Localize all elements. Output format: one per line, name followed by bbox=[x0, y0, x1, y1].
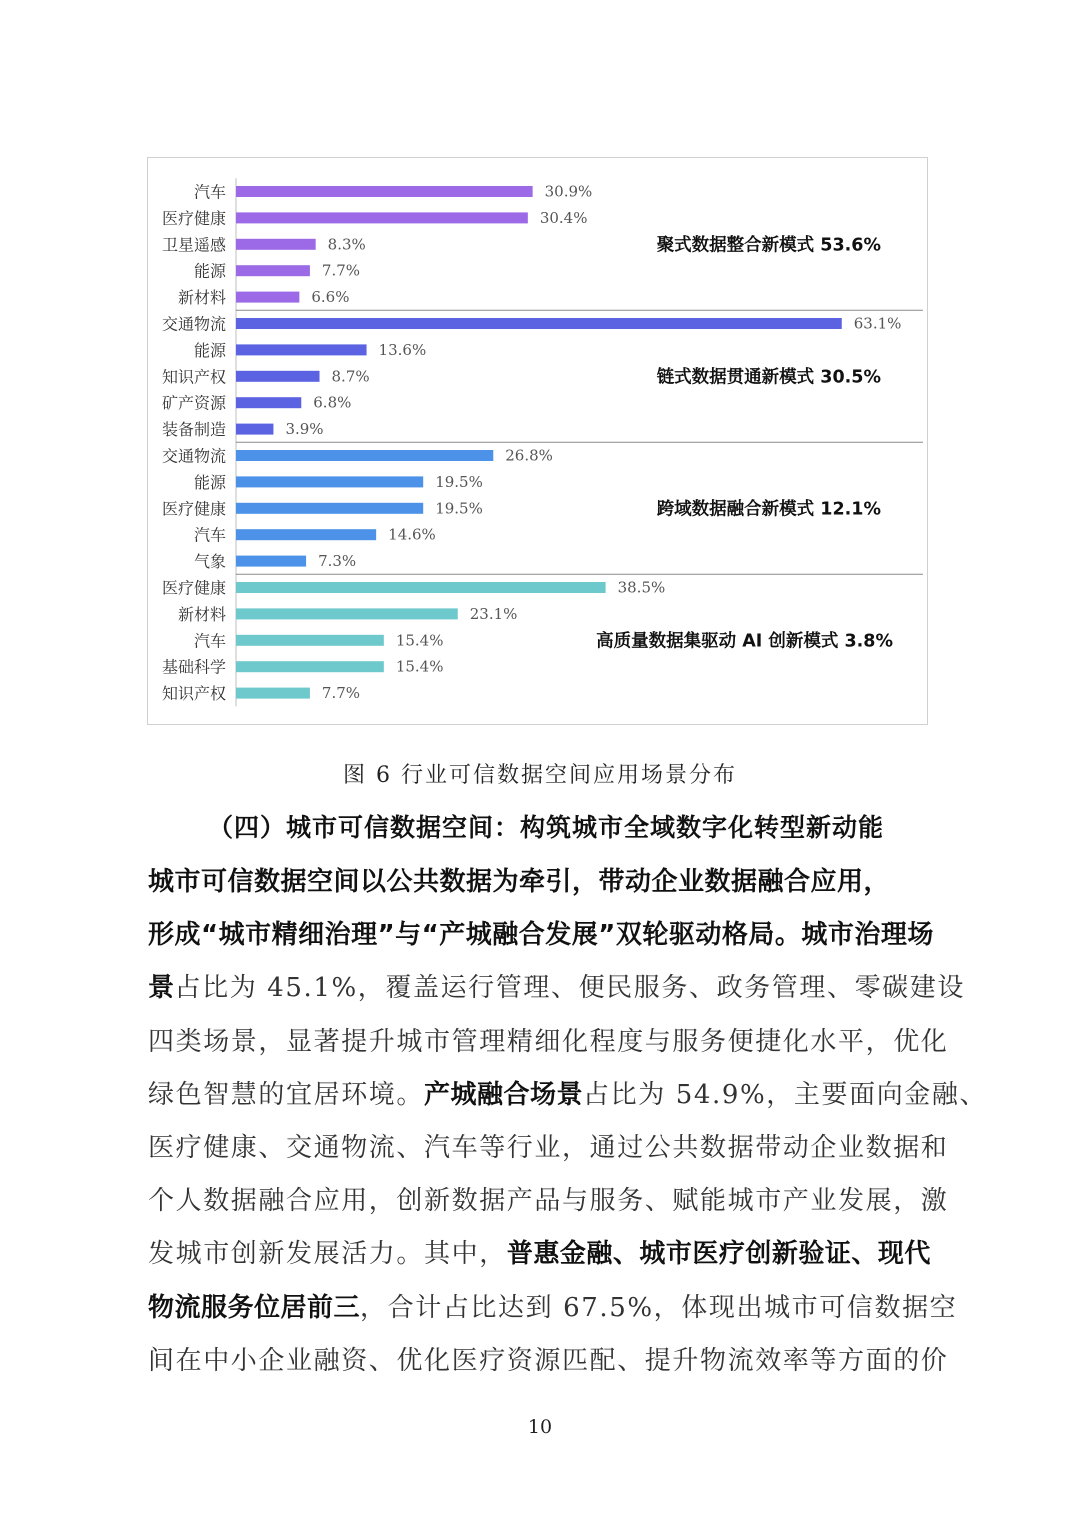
text-line bbox=[148, 1282, 958, 1335]
value-label: 26.8% bbox=[505, 446, 553, 465]
category-label: 卫星遥感 bbox=[161, 235, 226, 255]
category-label: 能源 bbox=[193, 340, 226, 360]
text-line bbox=[148, 1228, 938, 1281]
body-paragraph bbox=[148, 856, 988, 1388]
value-label: 30.9% bbox=[544, 182, 593, 201]
text-line bbox=[148, 856, 938, 909]
bold-text: 物流服务位居前三 bbox=[148, 1292, 361, 1323]
value-label: 7.3% bbox=[318, 552, 357, 571]
category-label: 能源 bbox=[193, 472, 226, 492]
category-label: 矿产资源 bbox=[161, 393, 226, 413]
bar bbox=[236, 582, 606, 593]
value-label: 30.4% bbox=[539, 208, 588, 227]
bar bbox=[236, 476, 423, 487]
bold-text: 形成“城市精细治理”与“产城融合发展”双轮驱动格局。城市治理场 bbox=[148, 920, 934, 951]
value-label: 38.5% bbox=[617, 578, 666, 597]
value-label: 3.9% bbox=[285, 420, 324, 439]
category-label: 汽车 bbox=[193, 182, 226, 202]
value-label: 14.6% bbox=[388, 525, 436, 544]
category-label: 交通物流 bbox=[161, 446, 226, 466]
value-label: 23.1% bbox=[469, 604, 518, 623]
plain-text: 占比为 45.1%，覆盖运行管理、便民服务、政务管理、零碳建设 bbox=[174, 973, 965, 1004]
value-label: 19.5% bbox=[435, 499, 483, 518]
bar bbox=[236, 556, 306, 567]
bar bbox=[236, 450, 493, 461]
bar bbox=[236, 529, 376, 540]
bar bbox=[236, 635, 384, 646]
category-label: 医疗健康 bbox=[161, 578, 226, 598]
bar bbox=[236, 212, 528, 223]
text-line: 间在中小企业融资、优化医疗资源匹配、提升物流效率等方面的价 bbox=[148, 1345, 949, 1376]
category-label: 基础科学 bbox=[161, 657, 226, 677]
bold-text: 普惠金融、城市医疗创新验证、现代 bbox=[506, 1239, 931, 1270]
text-line bbox=[148, 962, 965, 1015]
group-label: 聚式数据整合新模式 53.6% bbox=[656, 235, 881, 256]
category-label: 汽车 bbox=[193, 631, 226, 651]
bar-chart bbox=[148, 158, 929, 726]
bar bbox=[236, 318, 842, 329]
value-label: 13.6% bbox=[378, 340, 427, 359]
bar bbox=[236, 344, 367, 355]
bold-text: 产城融合场景 bbox=[424, 1079, 584, 1110]
bar bbox=[236, 292, 299, 303]
text-line bbox=[148, 909, 938, 962]
bold-text: 城市可信数据空间以公共数据为牵引，带动企业数据融合应用， bbox=[148, 867, 891, 897]
group-label: 链式数据贯通新模式 30.5% bbox=[656, 367, 881, 388]
value-label: 8.3% bbox=[327, 235, 366, 254]
bar bbox=[236, 424, 273, 435]
value-label: 6.6% bbox=[311, 288, 350, 307]
page-number: 10 bbox=[527, 1416, 553, 1438]
category-label: 新材料 bbox=[177, 604, 226, 624]
bar bbox=[236, 186, 533, 197]
bold-text: 景 bbox=[148, 973, 175, 1004]
bar bbox=[236, 661, 384, 672]
value-label: 8.7% bbox=[331, 367, 370, 386]
bar bbox=[236, 265, 310, 276]
value-label: 15.4% bbox=[395, 657, 444, 676]
plain-text: ，合计占比达到 67.5%，体现出城市可信数据空 bbox=[360, 1292, 958, 1323]
value-label: 15.4% bbox=[395, 631, 444, 650]
group-label: 高质量数据集驱动 AI 创新模式 3.8% bbox=[596, 631, 893, 652]
plain-text: 绿色智慧的宜居环境。 bbox=[148, 1079, 425, 1110]
value-label: 19.5% bbox=[435, 472, 483, 491]
bar bbox=[236, 688, 310, 699]
category-label: 汽车 bbox=[193, 525, 226, 545]
category-label: 交通物流 bbox=[161, 314, 226, 334]
section-heading: （四）城市可信数据空间：构筑城市全域数字化转型新动能 bbox=[208, 813, 885, 842]
bar bbox=[236, 608, 458, 619]
text-line: 四类场景，显著提升城市管理精细化程度与服务便捷化水平，优化 bbox=[148, 1026, 949, 1057]
value-label: 6.8% bbox=[313, 393, 352, 412]
text-line: 个人数据融合应用，创新数据产品与服务、赋能城市产业发展，激 bbox=[148, 1186, 949, 1217]
category-label: 知识产权 bbox=[161, 684, 226, 704]
category-label: 装备制造 bbox=[161, 420, 226, 440]
chart-panel bbox=[147, 157, 928, 725]
bar bbox=[236, 239, 316, 250]
category-label: 医疗健康 bbox=[161, 499, 226, 519]
plain-text: 占比为 54.9%，主要面向金融、 bbox=[583, 1079, 988, 1110]
category-label: 新材料 bbox=[177, 288, 226, 308]
group-label: 跨域数据融合新模式 12.1% bbox=[656, 499, 881, 520]
category-label: 医疗健康 bbox=[161, 208, 226, 228]
category-label: 知识产权 bbox=[161, 367, 226, 387]
text-line bbox=[148, 1069, 988, 1122]
category-label: 气象 bbox=[193, 552, 226, 572]
bar bbox=[236, 371, 320, 382]
value-label: 7.7% bbox=[321, 261, 361, 280]
value-label: 63.1% bbox=[853, 314, 902, 333]
text-line: 医疗健康、交通物流、汽车等行业，通过公共数据带动企业数据和 bbox=[148, 1132, 949, 1163]
bar bbox=[236, 503, 423, 514]
figure-caption: 图 6 行业可信数据空间应用场景分布 bbox=[343, 763, 737, 788]
value-label: 7.7% bbox=[321, 684, 361, 703]
category-label: 能源 bbox=[193, 261, 226, 281]
plain-text: 发城市创新发展活力。其中， bbox=[148, 1239, 507, 1270]
bar bbox=[236, 397, 301, 408]
